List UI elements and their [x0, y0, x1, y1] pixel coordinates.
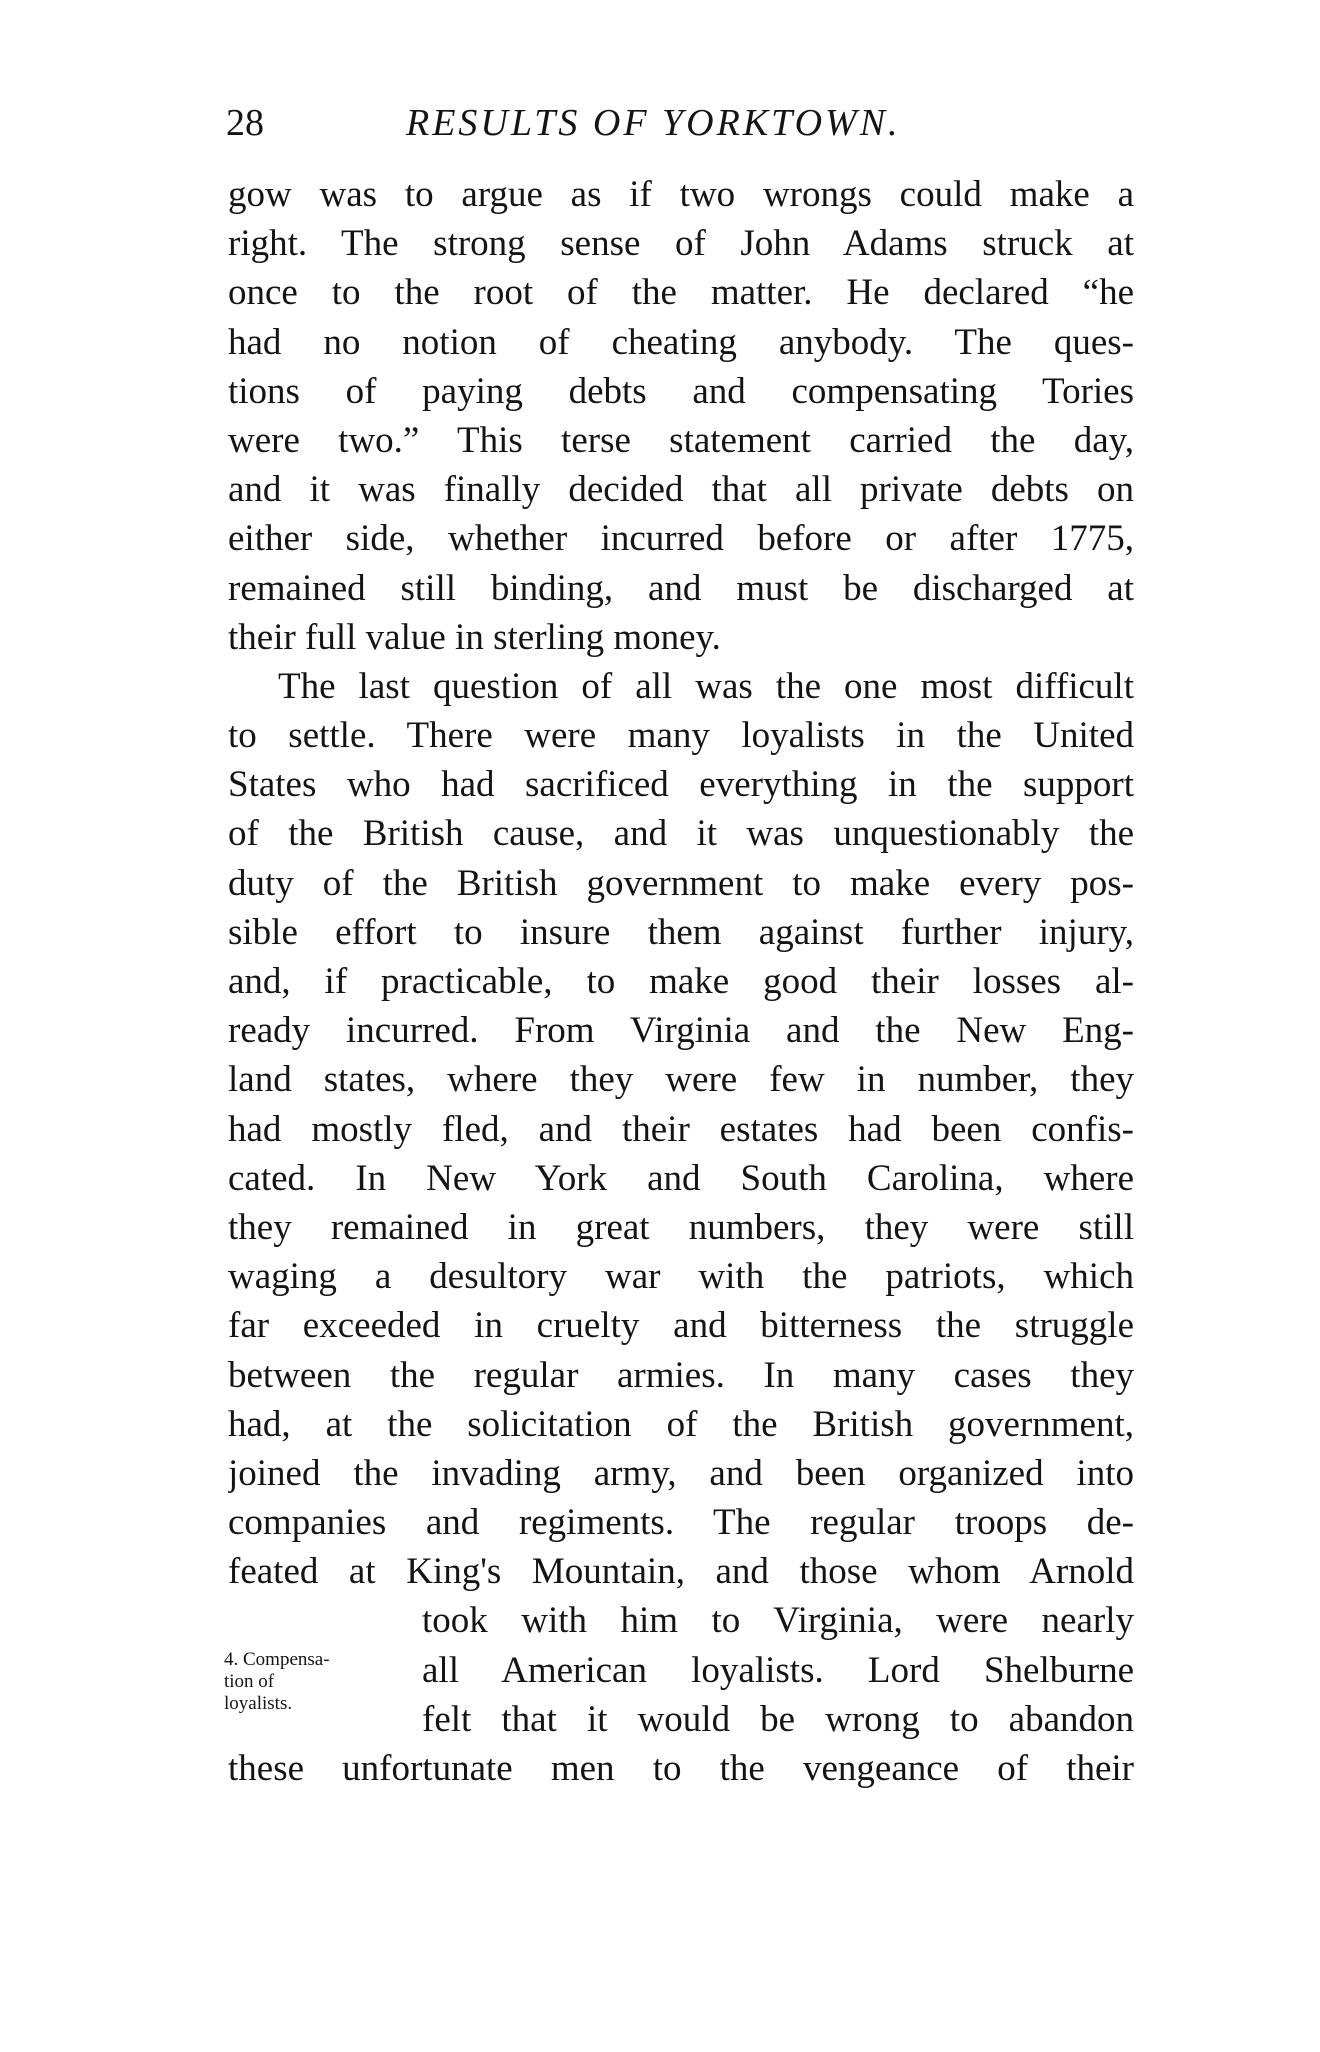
text-line: they remained in great numbers, they were still	[228, 1206, 1134, 1248]
text-line: companies and regiments. The regular troops de-	[228, 1502, 1134, 1544]
running-title: RESULTS OF YORKTOWN.	[406, 102, 901, 144]
page-number: 28	[226, 102, 264, 144]
marginal-note	[224, 1649, 384, 1715]
text-line: their full value in sterling money.	[228, 616, 721, 658]
text-line: ready incurred. From Virginia and the New Eng-	[228, 1010, 1134, 1052]
text-line: land states, where they were few in number, they	[228, 1059, 1134, 1101]
text-line: The last question of all was the one most difficult	[278, 665, 1134, 707]
body-text	[228, 170, 1134, 1793]
text-line: took with him to Virginia, were nearly	[422, 1600, 1134, 1642]
text-line: these unfortunate men to the vengeance of their	[228, 1748, 1134, 1789]
text-line: to settle. There were many loyalists in the United	[228, 715, 1134, 757]
text-line: felt that it would be wrong to abandon	[422, 1698, 1134, 1740]
page-header	[226, 98, 1106, 148]
text-line: once to the root of the matter. He declared “he	[228, 272, 1134, 314]
text-line: waging a desultory war with the patriots, which	[228, 1256, 1134, 1298]
text-line: and it was finally decided that all private debts on	[228, 469, 1134, 511]
marginal-note-line: tion of	[224, 1671, 275, 1692]
text-line: of the British cause, and it was unquestionably the	[228, 813, 1134, 855]
text-line: cated. In New York and South Carolina, where	[228, 1157, 1134, 1199]
text-line: had mostly fled, and their estates had been confis-	[228, 1108, 1134, 1150]
text-line: right. The strong sense of John Adams struck at	[228, 223, 1134, 265]
text-line: tions of paying debts and compensating Tories	[228, 370, 1134, 412]
text-line: far exceeded in cruelty and bitterness the struggle	[228, 1305, 1134, 1347]
marginal-note-line: loyalists.	[224, 1693, 293, 1714]
marginal-note-line: 4. Compensa-	[224, 1649, 330, 1670]
text-line: had, at the solicitation of the British government,	[228, 1403, 1134, 1445]
text-line: joined the invading army, and been organized into	[228, 1452, 1134, 1494]
text-line: feated at King's Mountain, and those whom Arnold	[228, 1551, 1134, 1593]
text-line: were two.” This terse statement carried the day,	[228, 419, 1134, 461]
text-line: either side, whether incurred before or after 1775,	[228, 518, 1134, 560]
text-line: between the regular armies. In many cases they	[228, 1354, 1134, 1396]
text-line: remained still binding, and must be discharged at	[228, 567, 1134, 609]
text-line: States who had sacrificed everything in the support	[228, 764, 1134, 806]
text-line: duty of the British government to make every pos-	[228, 862, 1134, 904]
text-line: gow was to argue as if two wrongs could make a	[228, 174, 1134, 215]
text-line: all American loyalists. Lord Shelburne	[422, 1649, 1134, 1691]
text-line: sible effort to insure them against further injury,	[228, 911, 1134, 953]
text-line: had no notion of cheating anybody. The ques-	[228, 321, 1134, 363]
text-line: and, if practicable, to make good their losses al-	[228, 961, 1134, 1002]
